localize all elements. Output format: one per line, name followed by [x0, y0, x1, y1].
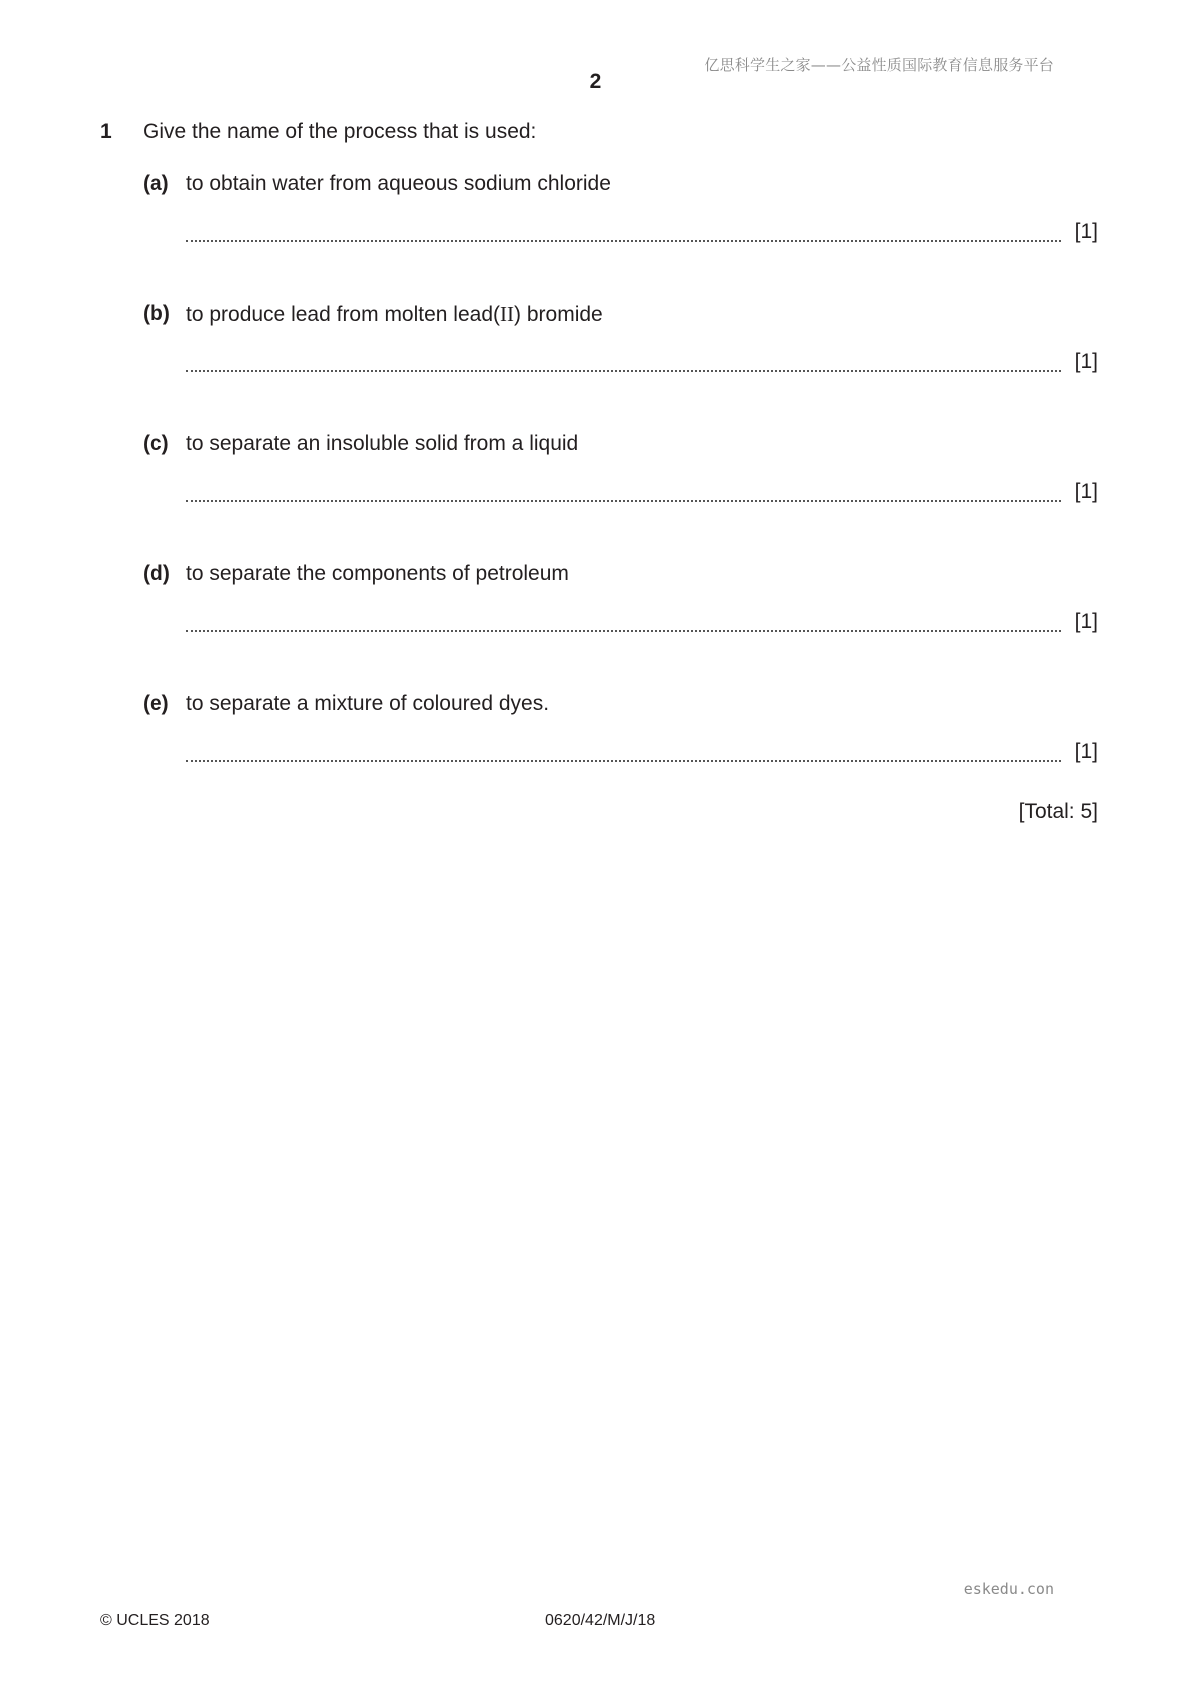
question-stem: Give the name of the process that is used: — [143, 120, 537, 143]
answer-field-e[interactable] — [186, 757, 1061, 762]
total-marks: [Total: 5] — [1018, 800, 1098, 823]
question-number: 1 — [100, 120, 112, 143]
marks-label: [1] — [1074, 740, 1098, 763]
part-a — [0, 172, 1191, 282]
part-label: (d) — [143, 562, 170, 585]
answer-field-c[interactable] — [186, 497, 1061, 502]
footer-copyright: © UCLES 2018 — [100, 1612, 210, 1629]
roman-numeral: II — [500, 302, 515, 326]
part-text: to separate an insoluble solid from a liquid — [186, 432, 579, 455]
part-label: (e) — [143, 692, 169, 715]
part-label: (b) — [143, 302, 170, 325]
page-number: 2 — [589, 70, 602, 93]
part-text: to separate a mixture of coloured dyes. — [186, 692, 550, 715]
part-label: (a) — [143, 172, 169, 195]
marks-label: [1] — [1074, 220, 1098, 243]
marks-label: [1] — [1074, 480, 1098, 503]
footer-site-watermark: eskedu.con — [963, 1580, 1054, 1598]
part-c — [0, 432, 1191, 542]
part-text-start: to produce lead from molten lead( — [186, 303, 501, 326]
watermark-text: 亿思科学生之家——公益性质国际教育信息服务平台 — [704, 56, 1054, 74]
marks-label: [1] — [1074, 610, 1098, 633]
part-text-end: ) bromide — [514, 303, 603, 326]
part-text — [186, 302, 603, 327]
part-b — [0, 302, 1191, 412]
marks-label: [1] — [1074, 350, 1098, 373]
part-label: (c) — [143, 432, 169, 455]
answer-field-b[interactable] — [186, 367, 1061, 372]
part-e — [0, 692, 1191, 802]
answer-field-d[interactable] — [186, 627, 1061, 632]
part-text: to obtain water from aqueous sodium chloride — [186, 172, 611, 195]
part-d — [0, 562, 1191, 672]
part-text: to separate the components of petroleum — [186, 562, 569, 585]
answer-field-a[interactable] — [186, 237, 1061, 242]
footer-paper-code: 0620/42/M/J/18 — [545, 1612, 656, 1629]
